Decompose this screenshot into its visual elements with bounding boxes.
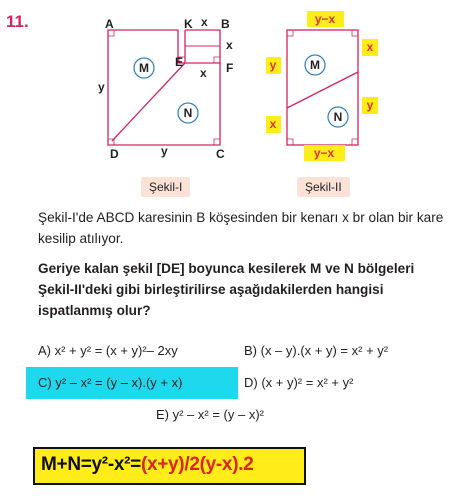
- tag-left-y: y: [269, 58, 277, 72]
- vertex-k: K: [184, 17, 193, 31]
- answer-denominator: 2: [189, 454, 200, 475]
- handwritten-answer-box: [33, 447, 306, 485]
- figure-1: [98, 15, 233, 161]
- figure-2-caption: Şekil-II: [297, 177, 350, 197]
- question-number: 11.: [6, 12, 29, 31]
- label-y-left: y: [98, 80, 105, 94]
- figure-2: [266, 11, 378, 161]
- region-n-label: N: [183, 106, 193, 120]
- region-m-label: M: [139, 61, 149, 75]
- option-a[interactable]: A) x² + y² = (x + y)²– 2xy: [38, 343, 178, 358]
- region-m-label-2: M: [310, 58, 320, 72]
- figure-2-outline: [287, 30, 358, 145]
- label-y-bottom: y: [161, 144, 168, 158]
- tag-right-y: y: [366, 98, 374, 112]
- label-x-inner: x: [200, 66, 207, 80]
- figures: [0, 0, 456, 200]
- tag-top-y-minus-x: y−x: [314, 12, 336, 26]
- option-d[interactable]: D) (x + y)² = x² + y²: [244, 375, 354, 390]
- tag-right-x: x: [366, 40, 374, 54]
- vertex-f: F: [226, 61, 234, 75]
- figure-1-caption: Şekil-I: [141, 177, 190, 197]
- label-x-right: x: [226, 38, 233, 52]
- question-context: Şekil-I'de ABCD karesinin B köşesinden bir kenarı x br olan bir kare kesilip atılıyor.: [38, 210, 444, 246]
- option-e[interactable]: E) y² – x² = (y – x)²: [156, 407, 264, 422]
- answer-numerator: (x+y): [140, 454, 185, 475]
- tag-bottom-y-minus-x: y−x: [313, 146, 335, 160]
- option-c[interactable]: C) y² – x² = (y – x).(y + x): [38, 375, 183, 390]
- vertex-d: D: [110, 147, 119, 161]
- figure-2-cut-line: [287, 72, 358, 108]
- answer-prefix: M+N=y²-x²=: [41, 454, 141, 475]
- handwritten-answer: [41, 454, 253, 476]
- tag-left-x: x: [269, 117, 277, 131]
- answer-fraction: (x+y)/2: [140, 454, 200, 475]
- vertex-a: A: [105, 17, 114, 31]
- vertex-b: B: [221, 17, 230, 31]
- label-x-top: x: [201, 15, 208, 29]
- option-b[interactable]: B) (x – y).(x + y) = x² + y²: [244, 343, 389, 358]
- question-prompt: Geriye kalan şekil [DE] boyunca kesilerek M ve N bölgeleri Şekil-II'deki gibi birleştirilirse aşağıdakilerden hangisi ispatlanmış olur?: [38, 261, 415, 318]
- answer-suffix: (y-x).2: [199, 454, 254, 475]
- vertex-e: E: [175, 55, 184, 69]
- region-n-label-2: N: [333, 110, 343, 124]
- vertex-c: C: [216, 147, 225, 161]
